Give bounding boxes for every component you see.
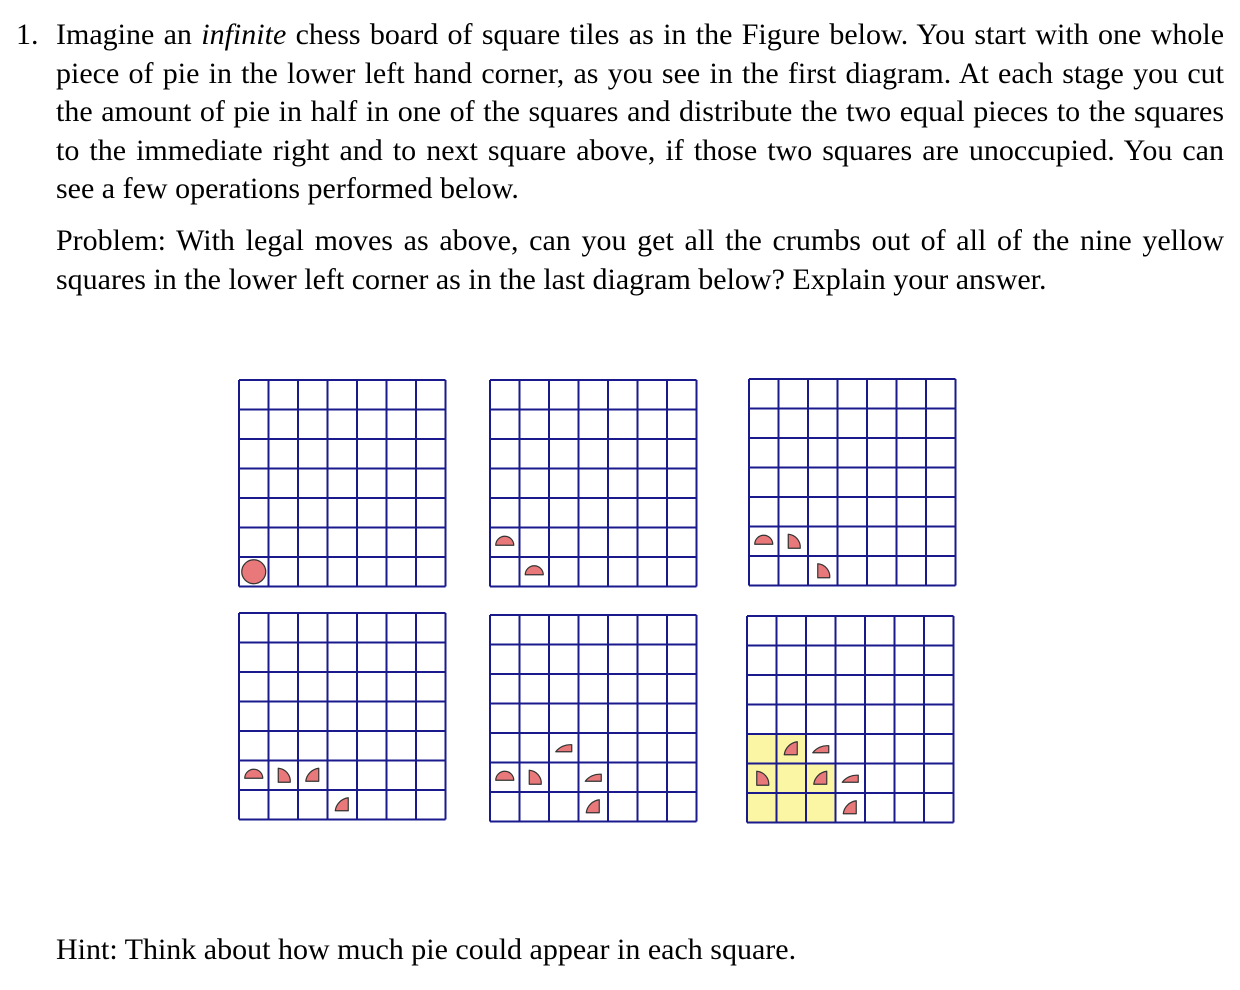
yellow-square: [777, 793, 807, 823]
eighth-pie-icon: [335, 798, 348, 811]
quarter-pie-icon: [788, 534, 800, 548]
quarter-pie-icon: [278, 768, 290, 782]
sixteenth-pie-icon: [813, 746, 829, 753]
intro-text-rest: chess board of square tiles as in the Figure below. You start with one whole piece of pie in the lower left hand corner, as you see in the first diagram. At each stage you cut the amount of pie in half in one of the squares and distribute the two equal pieces to the squares to the immediate right and to next square above, if those two squares are unoccupied. You can see a few operations performed below.: [56, 18, 1225, 206]
half-pie-icon: [496, 771, 514, 780]
half-pie-icon: [245, 769, 263, 778]
intro-text-start: Imagine an: [56, 18, 202, 51]
grid-diagram-3: [749, 379, 956, 586]
grid-diagram-4: [239, 613, 446, 820]
quarter-pie-icon: [529, 770, 541, 784]
whole-pie-icon: [242, 560, 266, 584]
sixteenth-pie-icon: [556, 745, 572, 752]
problem-question: Problem: With legal moves as above, can you get all the crumbs out of all of the nine yellow squares in the lower left corner as in the last diagram below? Explain your answer.: [56, 224, 1224, 296]
grid-diagram-1: [239, 380, 446, 587]
intro-emphasis: infinite: [201, 18, 287, 51]
sixteenth-pie-icon: [842, 775, 858, 782]
eighth-pie-icon: [586, 800, 599, 813]
sixteenth-pie-icon: [585, 774, 601, 781]
grid-diagram-2: [490, 380, 697, 587]
grid-diagram-5: [490, 615, 697, 822]
problem-hint: Hint: Think about how much pie could appear in each square.: [56, 933, 797, 966]
half-pie-icon: [755, 535, 773, 544]
grid-diagram-6: [747, 616, 954, 823]
eighth-pie-icon: [843, 801, 856, 814]
half-pie-icon: [496, 536, 514, 545]
half-pie-icon: [525, 566, 543, 575]
eighth-pie-icon: [306, 768, 319, 781]
yellow-square: [777, 764, 807, 794]
quarter-pie-icon: [818, 564, 830, 578]
problem-number: 1.: [16, 18, 39, 51]
yellow-square: [747, 793, 777, 823]
yellow-square: [747, 734, 777, 764]
yellow-square: [806, 793, 836, 823]
